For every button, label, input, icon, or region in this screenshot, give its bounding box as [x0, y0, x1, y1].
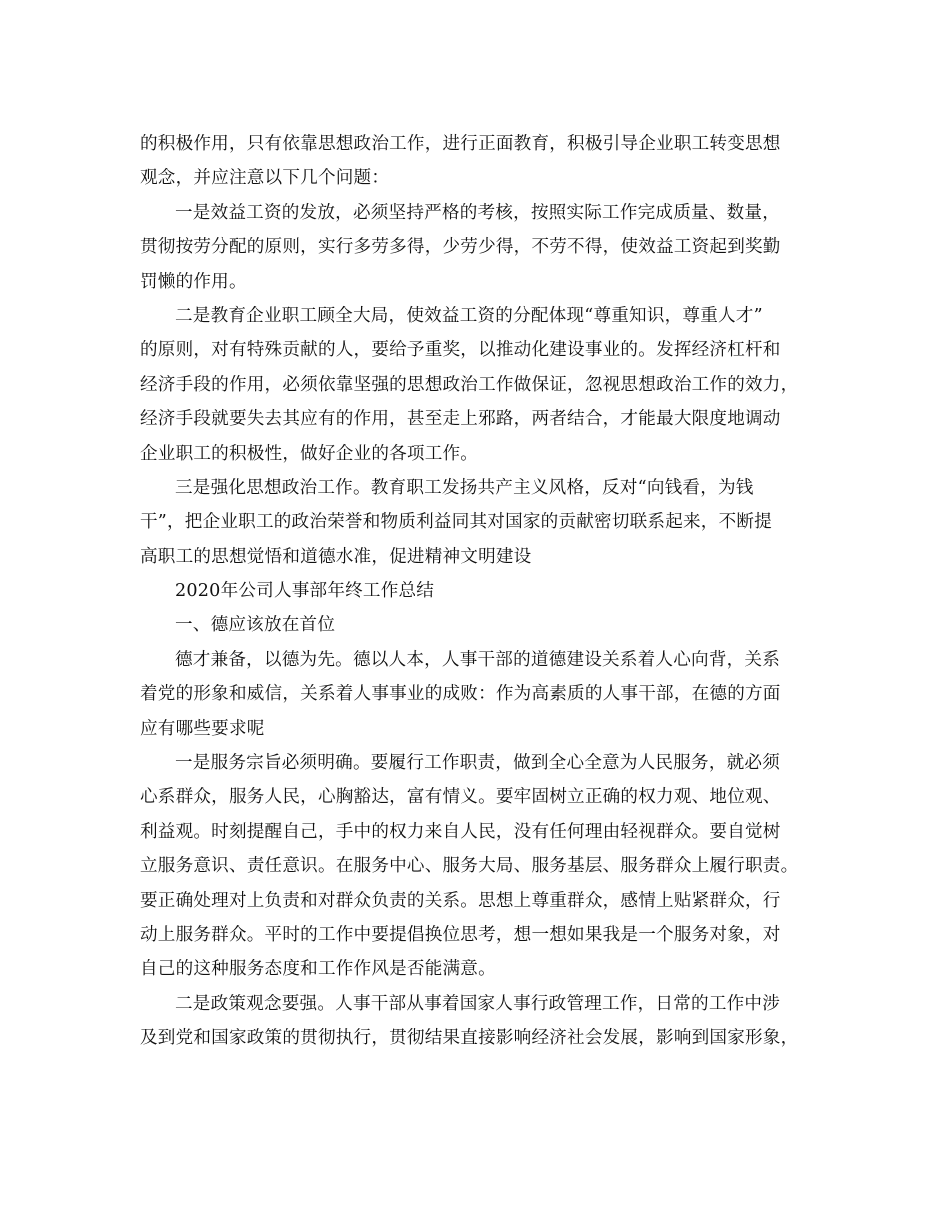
- text-line: 自己的这种服务态度和工作作风是否能满意。: [140, 959, 496, 980]
- text-line: 二是教育企业职工顾全大局，使效益工资的分配体现“尊重知识，尊重人才”: [175, 305, 763, 326]
- document-body: [140, 127, 815, 1056]
- text-line: 德才兼备，以德为先。德以人本，人事干部的道德建设关系着人心向背，关系: [175, 649, 780, 670]
- text-line: 要正确处理对上负责和对群众负责的关系。思想上尊重群众，感情上贴紧群众，行: [140, 890, 781, 911]
- text-line: 高职工的思想觉悟和道德水准，促进精神文明建设: [140, 546, 532, 567]
- text-line: 二是政策观念要强。人事干部从事着国家人事行政管理工作，日常的工作中涉: [175, 993, 780, 1014]
- text-line: 经济手段就要失去其应有的作用，甚至走上邪路，两者结合，才能最大限度地调动: [140, 409, 781, 430]
- text-line: 的原则，对有特殊贡献的人，要给予重奖，以推动化建设事业的。发挥经济杠杆和: [140, 340, 781, 361]
- text-line: 干”，把企业职工的政治荣誉和物质利益同其对国家的贡献密切联系起来，不断提: [140, 512, 772, 533]
- text-line: 2020年公司人事部年终工作总结: [175, 581, 435, 602]
- text-line: 动上服务群众。平时的工作中要提倡换位思考，想一想如果我是一个服务对象，对: [140, 924, 781, 945]
- text-line: 企业职工的积极性，做好企业的各项工作。: [140, 443, 479, 464]
- text-line: 利益观。时刻提醒自己，手中的权力来自人民，没有任何理由轻视群众。要自觉树: [140, 821, 781, 842]
- text-line: 着党的形象和威信，关系着人事事业的成败：作为高素质的人事干部，在德的方面: [140, 684, 781, 705]
- text-line: 经济手段的作用，必须依靠坚强的思想政治工作做保证，忽视思想政治工作的效力，: [140, 374, 799, 395]
- text-line: 的积极作用，只有依靠思想政治工作，进行正面教育，积极引导企业职工转变思想: [140, 134, 781, 154]
- text-line: 立服务意识、责任意识。在服务中心、服务大局、服务基层、服务群众上履行职责。: [140, 856, 799, 877]
- text-line: 应有哪些要求呢: [140, 718, 265, 739]
- text-line: 及到党和国家政策的贯彻执行，贯彻结果直接影响经济社会发展，影响到国家形象，: [140, 1028, 799, 1049]
- text-line: 三是强化思想政治工作。教育职工发扬共产主义风格，反对“向钱看，为钱: [175, 477, 754, 498]
- text-line: 贯彻按劳分配的原则，实行多劳多得，少劳少得，不劳不得，使效益工资起到奖勤: [140, 237, 781, 258]
- text-line: 观念，并应注意以下几个问题：: [140, 168, 390, 189]
- text-line: 一是服务宗旨必须明确。要履行工作职责，做到全心全意为人民服务，就必须: [175, 753, 780, 774]
- text-line: 罚懒的作用。: [140, 271, 247, 292]
- text-line: 心系群众，服务人民，心胸豁达，富有情义。要牢固树立正确的权力观、地位观、: [140, 787, 781, 808]
- text-line: 一、德应该放在首位: [175, 615, 336, 636]
- text-line: 一是效益工资的发放，必须坚持严格的考核，按照实际工作完成质量、数量，: [175, 202, 780, 223]
